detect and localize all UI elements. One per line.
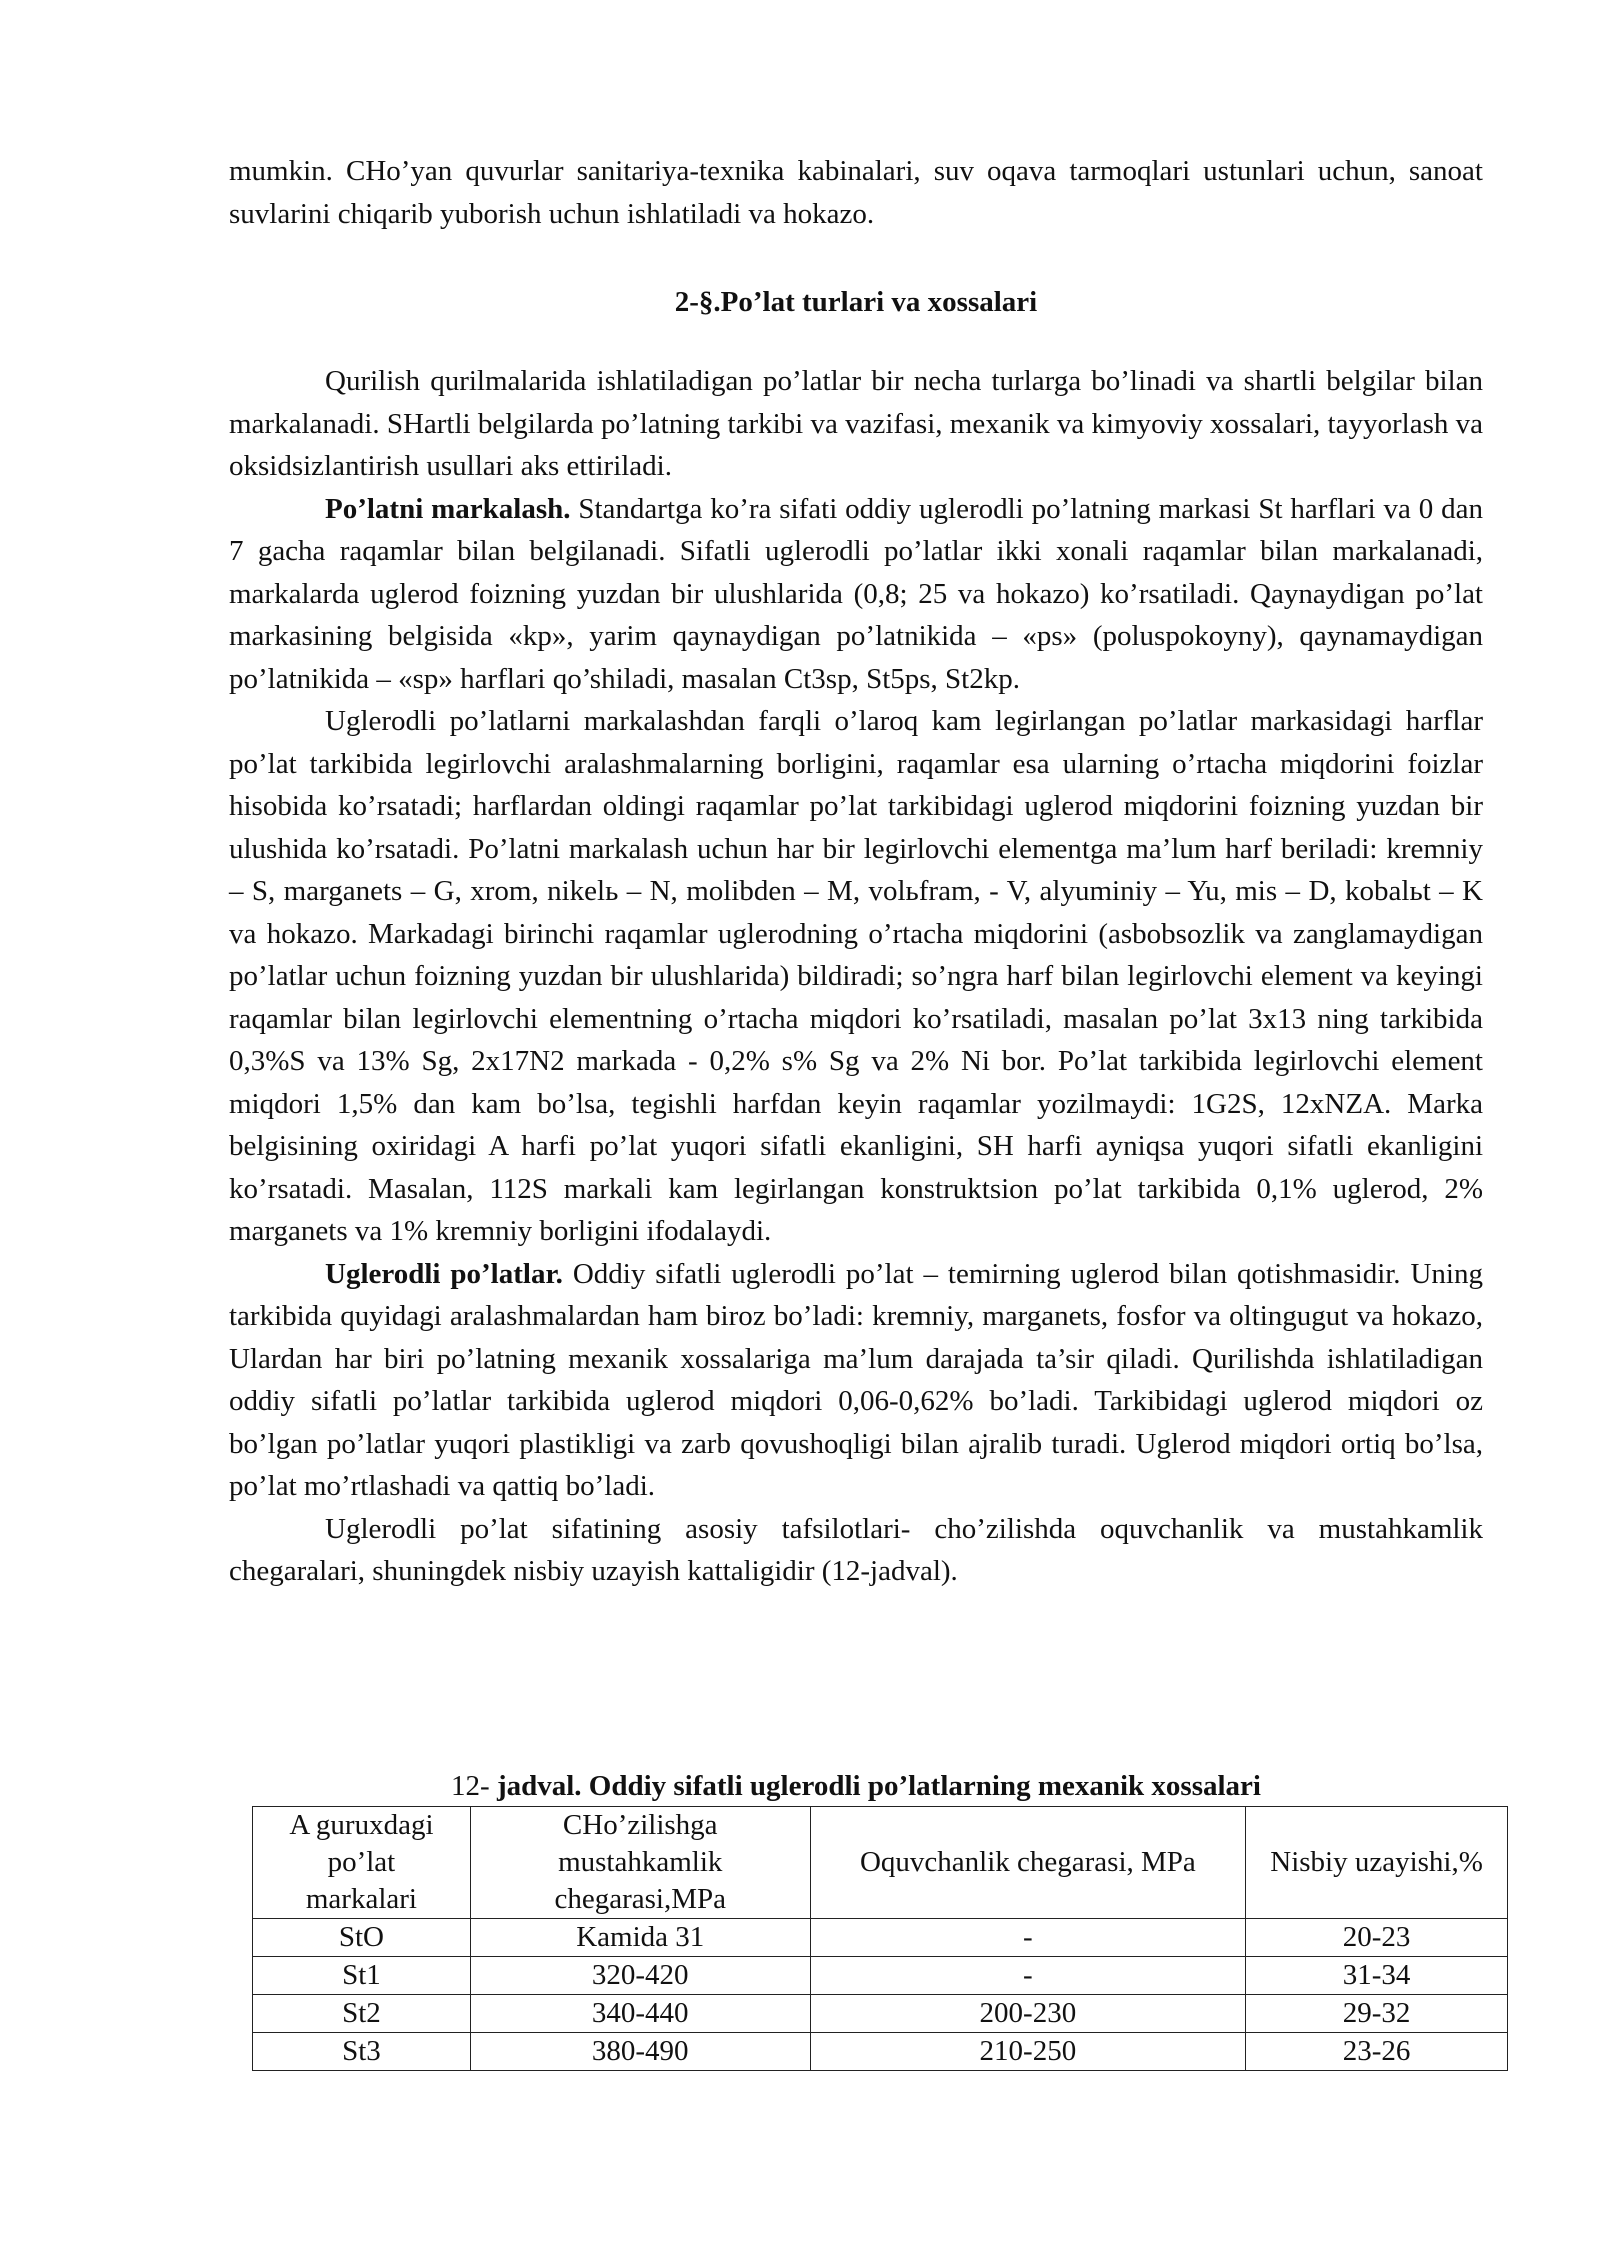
header-elongation bbox=[1246, 1807, 1508, 1919]
table-row bbox=[253, 1995, 1508, 2033]
cell-tensile: 380-490 bbox=[470, 2033, 810, 2071]
table-caption bbox=[229, 1766, 1483, 1806]
header-yield-strength bbox=[810, 1807, 1246, 1919]
header-yield-line-1: Oquvchanlik chegarasi, MPa bbox=[859, 1846, 1196, 1878]
cell-grade: StO bbox=[253, 1919, 471, 1957]
paragraph-steel-quality: Uglerodli po’lat sifatining asosiy tafsilotlari- cho’zilishda oquvchanlik va mustahkamlik chegaralari, shuningdek nisbiy uzayish kattaligidir (12-jadval). bbox=[229, 1512, 1483, 1587]
body-text bbox=[229, 360, 1483, 1593]
header-grade-line-3: markalari bbox=[305, 1883, 417, 1915]
table-row bbox=[253, 1957, 1508, 1995]
paragraph-marking-text: Standartga ko’ra sifati oddiy uglerodli po’latning markasi St harflari va 0 dan 7 gacha raqamlar bilan belgilanadi. Sifatli uglerodli po’latlar ikki xonali raqamlar bilan markalanadi, markalarda uglerod foizning yuzdan bir ulushlarida (0,8; 25 va hokazo) ko’rsatiladi. Qaynaydigan po’lat markasining belgisida «kp», yarim qaynaydigan po’latnikida – «ps» (poluspokoyny), qaynamaydigan po’latnikida – «sp» harflari qo’shiladi, masalan Ct3sp, St5ps, St2kp. bbox=[229, 492, 1484, 695]
cell-elongation: 31-34 bbox=[1246, 1957, 1508, 1995]
table-row bbox=[253, 1919, 1508, 1957]
cell-yield: 210-250 bbox=[810, 2033, 1246, 2071]
cell-grade: St3 bbox=[253, 2033, 471, 2071]
section-title: 2-§.Po’lat turlari va xossalari bbox=[674, 286, 1038, 318]
cell-grade: St1 bbox=[253, 1957, 471, 1995]
paragraph-carbon-steels-text: Oddiy sifatli uglerodli po’lat – temirning uglerod bilan qotishmasidir. Uning tarkibida quyidagi aralashmalardan ham biroz bo’ladi: kremniy, marganets, fosfor va oltingugut va hokazo, Ulardan har biri po’latning mexanik xossalariga ma’lum darajada ta’sir qiladi. Qurilishda ishlatiladigan oddiy sifatli po’latlar tarkibida uglerod miqdori 0,06-0,62% bo’ladi. Tarkibidagi uglerod miqdori oz bo’lgan po’latlar yuqori plastikligi va zarb qovushoqligi bilan ajralib turadi. Uglerod miqdori ortiq bo’lsa, po’lat mo’rtlashadi va qattiq bo’ladi. bbox=[229, 1257, 1483, 1502]
cell-elongation: 20-23 bbox=[1246, 1919, 1508, 1957]
header-elongation-line-1: Nisbiy uzayishi,% bbox=[1270, 1846, 1483, 1878]
header-grade-line-2: po’lat bbox=[327, 1846, 396, 1878]
cell-yield: - bbox=[810, 1957, 1246, 1995]
paragraph-marking bbox=[229, 488, 1483, 701]
cell-tensile: 340-440 bbox=[470, 1995, 810, 2033]
cell-elongation: 29-32 bbox=[1246, 1995, 1508, 2033]
mechanical-properties-table bbox=[252, 1806, 1508, 2071]
paragraph-steel-types: Qurilish qurilmalarida ishlatiladigan po’latlar bir necha turlarga bo’linadi va shartli belgilar bilan markalanadi. SHartli belgilarda po’latning tarkibi va vazifasi, mexanik va kimyoviy xossalari, tayyorlash va oksidsizlantirish usullari aks ettiriladi. bbox=[229, 365, 1483, 482]
paragraph-alloy-marking: Uglerodli po’latlarni markalashdan farqli o’laroq kam legirlangan po’latlar markasidagi harflar po’lat tarkibida legirlovchi aralashmalarning borligini, raqamlar esa ularning o’rtacha miqdorini foizlar hisobida ko’rsatadi; harflardan oldingi raqamlar po’lat tarkibidagi uglerod miqdorini foizning yuzdan bir ulushida ko’rsatadi. Po’latni markalash uchun har bir legirlovchi elementga ma’lum harf beriladi: kremniy – S, marganets – G, xrom, nikelь – N, molibden – M, volьfram, - V, alyuminiy – Yu, mis – D, kobalьt – K va hokazo. Markadagi birinchi raqamlar uglerodning o’rtacha miqdorini (asbobsozlik va zanglamaydigan po’latlar uchun foizning yuzdan bir ulushlarida) bildiradi; so’ngra harf bilan legirlovchi element va keyingi raqamlar bilan legirlovchi elementning o’rtacha miqdori ko’rsatiladi, masalan po’lat 3x13 ning tarkibida 0,3%S va 13% Sg, 2x17N2 markada - 0,2% s% Sg va 2% Ni bor. Po’lat tarkibida legirlovchi element miqdori 1,5% dan kam bo’lsa, tegishli harfdan keyin raqamlar yozilmaydi: 1G2S, 12xNZA. Marka belgisining oxiridagi A harfi po’lat yuqori sifatli ekanligini, SH harfi ayniqsa yuqori sifatli ekanligini ko’rsatadi. Masalan, 112S markali kam legirlangan konstruktsion po’lat tarkibida 0,1% uglerod, 2% marganets va 1% kremniy borligini ifodalaydi. bbox=[229, 705, 1483, 1247]
table-row bbox=[253, 2033, 1508, 2071]
table-caption-number: 12- bbox=[451, 1770, 497, 1802]
header-grade bbox=[253, 1807, 471, 1919]
cell-yield: 200-230 bbox=[810, 1995, 1246, 2033]
intro-block bbox=[229, 150, 1483, 235]
paragraph-marking-heading: Po’latni markalash. bbox=[325, 492, 571, 525]
header-tensile-line-3: chegarasi,MPa bbox=[554, 1883, 726, 1915]
paragraph-carbon-steels-heading: Uglerodli po’latlar. bbox=[325, 1257, 563, 1290]
cell-yield: - bbox=[810, 1919, 1246, 1957]
cell-tensile: Kamida 31 bbox=[470, 1919, 810, 1957]
header-tensile-line-1: CHo’zilishga bbox=[562, 1809, 718, 1841]
table-caption-title: jadval. Oddiy sifatli uglerodli po’latlarning mexanik xossalari bbox=[496, 1770, 1261, 1802]
cell-elongation: 23-26 bbox=[1246, 2033, 1508, 2071]
paragraph-carbon-steels bbox=[229, 1253, 1483, 1508]
cell-grade: St2 bbox=[253, 1995, 471, 2033]
header-grade-line-1: A guruxdagi bbox=[289, 1809, 434, 1841]
table-header-row bbox=[253, 1807, 1508, 1919]
header-tensile-line-2: mustahkamlik bbox=[558, 1846, 723, 1878]
cell-tensile: 320-420 bbox=[470, 1957, 810, 1995]
paragraph-intro: mumkin. CHo’yan quvurlar sanitariya-texnika kabinalari, suv oqava tarmoqlari ustunlari uchun, sanoat suvlarini chiqarib yuborish uchun ishlatiladi va hokazo. bbox=[229, 155, 1483, 230]
header-tensile-strength bbox=[470, 1807, 810, 1919]
